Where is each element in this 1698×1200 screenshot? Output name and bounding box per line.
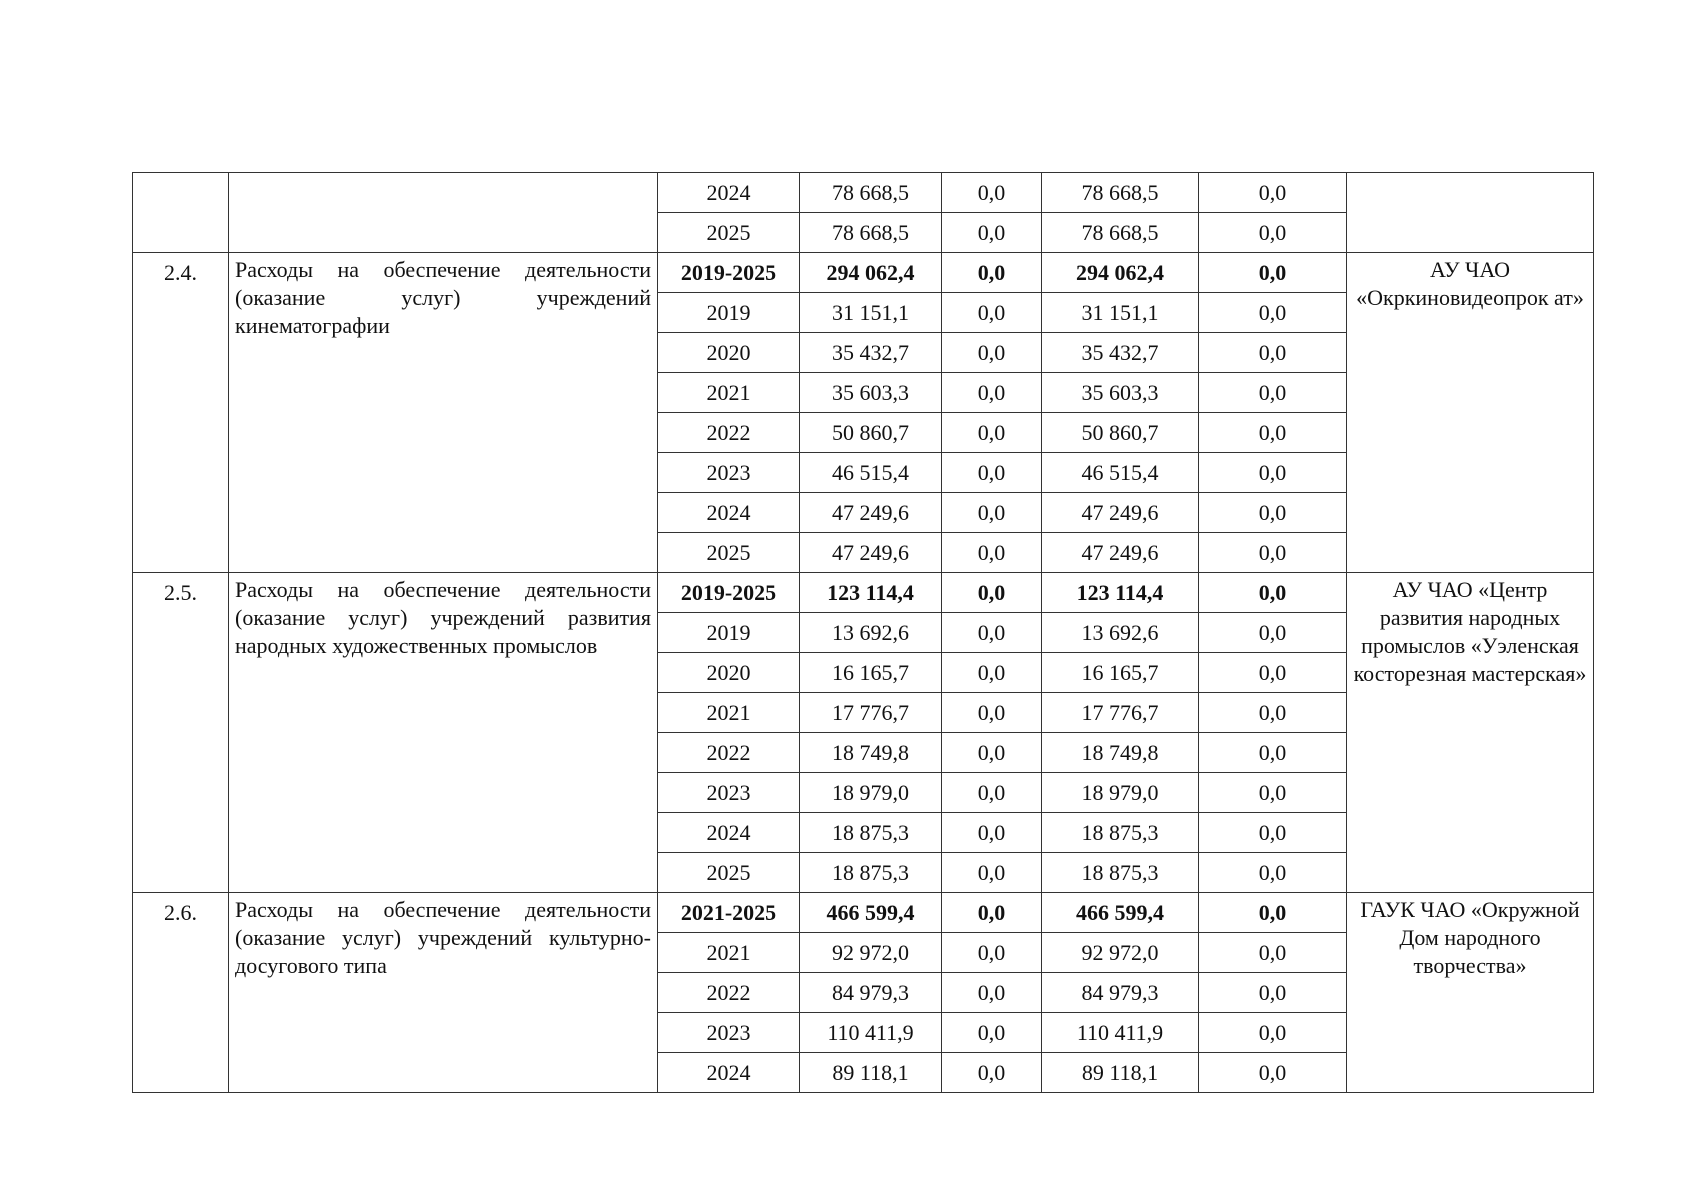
regional-budget-cell: 35 432,7 <box>1042 333 1199 373</box>
other-sources-cell: 0,0 <box>1199 933 1347 973</box>
other-sources-cell: 0,0 <box>1199 213 1347 253</box>
total-amount-cell: 16 165,7 <box>800 653 942 693</box>
other-sources-cell: 0,0 <box>1199 1053 1347 1093</box>
executor-cell: ГАУК ЧАО «Окружной Дом народного творчества» <box>1347 893 1594 1093</box>
total-amount-cell: 78 668,5 <box>800 173 942 213</box>
regional-budget-cell: 294 062,4 <box>1042 253 1199 293</box>
other-sources-cell: 0,0 <box>1199 493 1347 533</box>
regional-budget-cell: 31 151,1 <box>1042 293 1199 333</box>
other-sources-cell: 0,0 <box>1199 373 1347 413</box>
year-cell: 2024 <box>658 493 800 533</box>
total-amount-cell: 13 692,6 <box>800 613 942 653</box>
regional-budget-cell: 17 776,7 <box>1042 693 1199 733</box>
federal-budget-cell: 0,0 <box>942 373 1042 413</box>
year-cell: 2022 <box>658 413 800 453</box>
total-amount-cell: 47 249,6 <box>800 533 942 573</box>
item-description-cell: Расходы на обеспечение деятельности (оказание услуг) учреждений культурно-досугового типа <box>229 893 658 1093</box>
item-description-cell: Расходы на обеспечение деятельности (оказание услуг) учреждений кинематографии <box>229 253 658 573</box>
other-sources-cell: 0,0 <box>1199 613 1347 653</box>
year-cell: 2024 <box>658 173 800 213</box>
year-cell: 2024 <box>658 1053 800 1093</box>
other-sources-cell: 0,0 <box>1199 893 1347 933</box>
total-amount-cell: 35 432,7 <box>800 333 942 373</box>
total-amount-cell: 46 515,4 <box>800 453 942 493</box>
table-row <box>133 573 1594 613</box>
federal-budget-cell: 0,0 <box>942 1053 1042 1093</box>
regional-budget-cell: 18 875,3 <box>1042 813 1199 853</box>
total-amount-cell: 17 776,7 <box>800 693 942 733</box>
item-number-cell <box>133 173 229 253</box>
year-cell: 2024 <box>658 813 800 853</box>
total-amount-cell: 110 411,9 <box>800 1013 942 1053</box>
other-sources-cell: 0,0 <box>1199 733 1347 773</box>
total-amount-cell: 47 249,6 <box>800 493 942 533</box>
regional-budget-cell: 16 165,7 <box>1042 653 1199 693</box>
regional-budget-cell: 84 979,3 <box>1042 973 1199 1013</box>
federal-budget-cell: 0,0 <box>942 773 1042 813</box>
regional-budget-cell: 18 979,0 <box>1042 773 1199 813</box>
item-number-cell: 2.4. <box>133 253 229 573</box>
regional-budget-cell: 92 972,0 <box>1042 933 1199 973</box>
year-cell: 2021 <box>658 693 800 733</box>
year-cell: 2020 <box>658 333 800 373</box>
federal-budget-cell: 0,0 <box>942 1013 1042 1053</box>
federal-budget-cell: 0,0 <box>942 693 1042 733</box>
year-cell: 2023 <box>658 1013 800 1053</box>
federal-budget-cell: 0,0 <box>942 853 1042 893</box>
other-sources-cell: 0,0 <box>1199 573 1347 613</box>
federal-budget-cell: 0,0 <box>942 293 1042 333</box>
total-amount-cell: 466 599,4 <box>800 893 942 933</box>
item-number-cell: 2.5. <box>133 573 229 893</box>
year-cell: 2021 <box>658 373 800 413</box>
federal-budget-cell: 0,0 <box>942 653 1042 693</box>
other-sources-cell: 0,0 <box>1199 973 1347 1013</box>
table-row <box>133 253 1594 293</box>
other-sources-cell: 0,0 <box>1199 693 1347 733</box>
year-cell: 2020 <box>658 653 800 693</box>
regional-budget-cell: 47 249,6 <box>1042 533 1199 573</box>
federal-budget-cell: 0,0 <box>942 933 1042 973</box>
federal-budget-cell: 0,0 <box>942 253 1042 293</box>
other-sources-cell: 0,0 <box>1199 813 1347 853</box>
federal-budget-cell: 0,0 <box>942 813 1042 853</box>
federal-budget-cell: 0,0 <box>942 573 1042 613</box>
executor-cell <box>1347 173 1594 253</box>
other-sources-cell: 0,0 <box>1199 1013 1347 1053</box>
regional-budget-cell: 46 515,4 <box>1042 453 1199 493</box>
total-amount-cell: 89 118,1 <box>800 1053 942 1093</box>
year-cell: 2025 <box>658 213 800 253</box>
year-cell: 2023 <box>658 453 800 493</box>
federal-budget-cell: 0,0 <box>942 973 1042 1013</box>
regional-budget-cell: 89 118,1 <box>1042 1053 1199 1093</box>
regional-budget-cell: 78 668,5 <box>1042 213 1199 253</box>
regional-budget-cell: 466 599,4 <box>1042 893 1199 933</box>
federal-budget-cell: 0,0 <box>942 893 1042 933</box>
other-sources-cell: 0,0 <box>1199 293 1347 333</box>
regional-budget-cell: 110 411,9 <box>1042 1013 1199 1053</box>
regional-budget-cell: 78 668,5 <box>1042 173 1199 213</box>
federal-budget-cell: 0,0 <box>942 453 1042 493</box>
total-amount-cell: 123 114,4 <box>800 573 942 613</box>
total-amount-cell: 84 979,3 <box>800 973 942 1013</box>
item-description-cell: Расходы на обеспечение деятельности (оказание услуг) учреждений развития народных художественных промыслов <box>229 573 658 893</box>
total-amount-cell: 78 668,5 <box>800 213 942 253</box>
year-cell: 2021 <box>658 933 800 973</box>
year-cell: 2019 <box>658 613 800 653</box>
other-sources-cell: 0,0 <box>1199 773 1347 813</box>
federal-budget-cell: 0,0 <box>942 413 1042 453</box>
other-sources-cell: 0,0 <box>1199 173 1347 213</box>
budget-table <box>132 172 1594 1093</box>
other-sources-cell: 0,0 <box>1199 853 1347 893</box>
total-amount-cell: 18 749,8 <box>800 733 942 773</box>
federal-budget-cell: 0,0 <box>942 733 1042 773</box>
other-sources-cell: 0,0 <box>1199 333 1347 373</box>
year-cell: 2023 <box>658 773 800 813</box>
year-cell: 2022 <box>658 733 800 773</box>
table-row <box>133 893 1594 933</box>
total-amount-cell: 31 151,1 <box>800 293 942 333</box>
other-sources-cell: 0,0 <box>1199 533 1347 573</box>
year-cell: 2019-2025 <box>658 573 800 613</box>
total-amount-cell: 18 875,3 <box>800 813 942 853</box>
federal-budget-cell: 0,0 <box>942 613 1042 653</box>
total-amount-cell: 18 875,3 <box>800 853 942 893</box>
other-sources-cell: 0,0 <box>1199 453 1347 493</box>
total-amount-cell: 50 860,7 <box>800 413 942 453</box>
regional-budget-cell: 13 692,6 <box>1042 613 1199 653</box>
regional-budget-cell: 123 114,4 <box>1042 573 1199 613</box>
regional-budget-cell: 18 749,8 <box>1042 733 1199 773</box>
federal-budget-cell: 0,0 <box>942 533 1042 573</box>
item-description-cell <box>229 173 658 253</box>
total-amount-cell: 18 979,0 <box>800 773 942 813</box>
regional-budget-cell: 50 860,7 <box>1042 413 1199 453</box>
total-amount-cell: 35 603,3 <box>800 373 942 413</box>
executor-cell: АУ ЧАО «Окркиновидеопрок ат» <box>1347 253 1594 573</box>
regional-budget-cell: 47 249,6 <box>1042 493 1199 533</box>
year-cell: 2021-2025 <box>658 893 800 933</box>
executor-cell: АУ ЧАО «Центр развития народных промыслов «Уэленская косторезная мастерская» <box>1347 573 1594 893</box>
federal-budget-cell: 0,0 <box>942 213 1042 253</box>
year-cell: 2025 <box>658 853 800 893</box>
table-row <box>133 173 1594 213</box>
year-cell: 2019 <box>658 293 800 333</box>
total-amount-cell: 294 062,4 <box>800 253 942 293</box>
federal-budget-cell: 0,0 <box>942 173 1042 213</box>
other-sources-cell: 0,0 <box>1199 253 1347 293</box>
year-cell: 2025 <box>658 533 800 573</box>
total-amount-cell: 92 972,0 <box>800 933 942 973</box>
federal-budget-cell: 0,0 <box>942 493 1042 533</box>
federal-budget-cell: 0,0 <box>942 333 1042 373</box>
other-sources-cell: 0,0 <box>1199 413 1347 453</box>
table-body <box>133 173 1594 1093</box>
other-sources-cell: 0,0 <box>1199 653 1347 693</box>
regional-budget-cell: 18 875,3 <box>1042 853 1199 893</box>
year-cell: 2022 <box>658 973 800 1013</box>
year-cell: 2019-2025 <box>658 253 800 293</box>
regional-budget-cell: 35 603,3 <box>1042 373 1199 413</box>
item-number-cell: 2.6. <box>133 893 229 1093</box>
